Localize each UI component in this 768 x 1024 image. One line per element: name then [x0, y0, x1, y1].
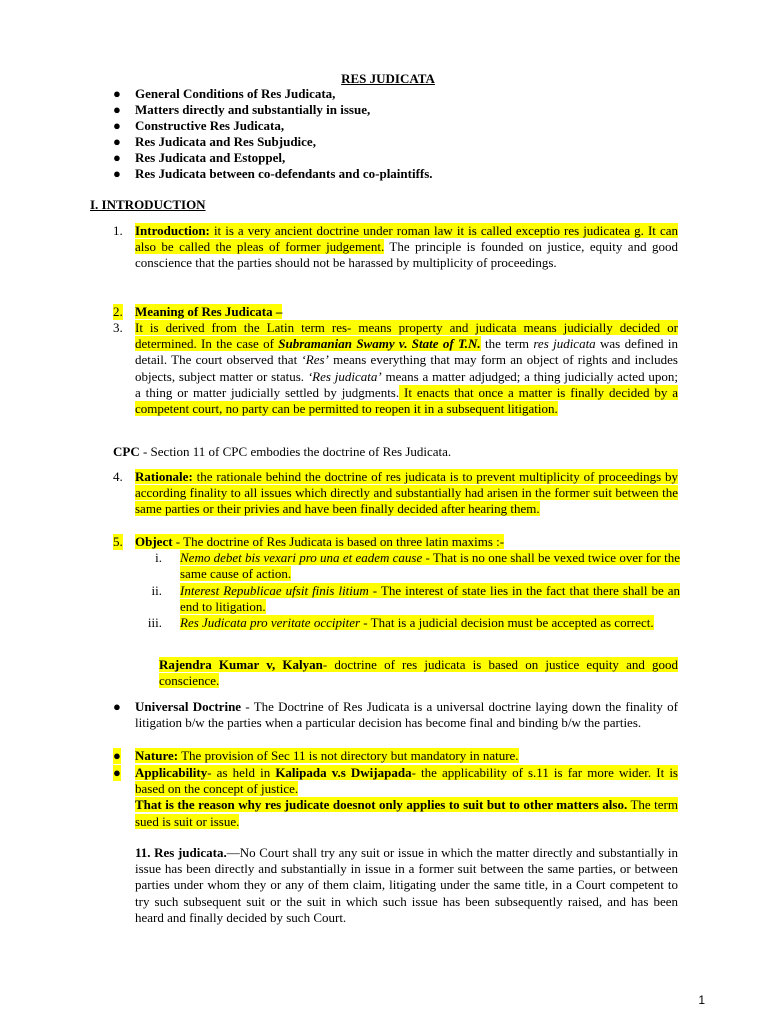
bullet-icon: ● [113, 134, 121, 149]
nature-item: ● Nature: The provision of Sec 11 is not directory but mandatory in nature. [113, 748, 519, 763]
maxim-item: ii. Interest Republicae ufsit finis litium - The interest of state lies in the fact that there shall be an end to litigation. [151, 583, 680, 615]
list-item: ● Res Judicata between co-defendants and co-plaintiffs. [113, 166, 433, 181]
rationale-paragraph: 4. Rationale: the rationale behind the doctrine of res judicata is to prevent multiplicity of proceedings by according finality to all issues which directly and substantially had arisen in the former suit between the same parties or their privies and have been finally decided after hearing them. [113, 469, 678, 517]
derived-paragraph: 3. It is derived from the Latin term res- means property and judicata means judicially decided or determined. In the case of Subramanian Swamy v. State of T.N. the term res judicata was defined in detail. The court observed that ‘Res’ means everything that may form an object of rights and includes objects, subject matter or status. ‘Res judicata’ means a matter adjudged; a thing judicially acted upon; a thing or matter judicially settled by judgments. It enacts that once a matter is finally decided by a competent court, no party can be permitted to reopen it in a subsequent litigation. [113, 320, 678, 417]
bullet-icon: ● [113, 118, 121, 133]
list-item: ● Res Judicata and Estoppel, [113, 150, 286, 165]
bullet-icon: ● [113, 150, 121, 165]
cpc-paragraph: CPC - Section 11 of CPC embodies the doctrine of Res Judicata. [113, 444, 452, 459]
object-paragraph: 5. Object - The doctrine of Res Judicata is based on three latin maxims :- [113, 534, 505, 549]
meaning-heading: 2. Meaning of Res Judicata – [113, 304, 283, 319]
intro-paragraph: 1. Introduction: it is a very ancient doctrine under roman law it is called exceptio res judicatea g. It can also be called the pleas of former judgement. The principle is founded on justice, equity and good conscience that the parties should not be harassed by multiplicity of proceedings. [113, 223, 678, 271]
bullet-icon: ● [113, 86, 121, 101]
bullet-icon: ● [113, 166, 121, 181]
maxim-item: i. Nemo debet bis vexari pro una et eadem cause - That is no one shall be vexed twice over for the same cause of action. [155, 550, 680, 582]
rajendra-paragraph: Rajendra Kumar v, Kalyan- doctrine of res judicata is based on justice equity and good conscience. [159, 657, 678, 689]
list-item: ● General Conditions of Res Judicata, [113, 86, 336, 101]
section-11-paragraph: 11. Res judicata.—No Court shall try any suit or issue in which the matter directly and substantially in issue has been directly and substantially in issue in a former suit between the same parties, or between parties under whom they or any of them claim, litigating under the same title, in a Court competent to try such subsequent suit or the suit in which such issue has been subsequently raised, and has been heard and finally decided by such Court. [135, 845, 678, 925]
list-item: ● Matters directly and substantially in issue, [113, 102, 371, 117]
universal-doctrine-item: ● Universal Doctrine - The Doctrine of Res Judicata is a universal doctrine laying down the finality of litigation b/w the parties when a particular decision has become final and binding b/w the parties. [113, 699, 678, 731]
section-heading: I. INTRODUCTION [90, 197, 206, 212]
applicability-item: ● Applicability- as held in Kalipada v.s Dwijapada- the applicability of s.11 is far more wider. It is based on the concept of justice. That is the reason why res judicate doesnot only applies to suit but to other matters also. The term sued is suit or issue. [113, 765, 678, 829]
document-title: RES JUDICATA [341, 71, 435, 86]
bullet-icon: ● [113, 765, 121, 780]
bullet-icon: ● [113, 748, 121, 763]
bullet-icon: ● [113, 102, 121, 117]
bullet-icon: ● [113, 699, 121, 714]
list-item: ● Res Judicata and Res Subjudice, [113, 134, 316, 149]
page-number: 1 [698, 993, 705, 1007]
list-item: ● Constructive Res Judicata, [113, 118, 285, 133]
topic-list [113, 86, 433, 182]
maxim-item: iii. Res Judicata pro veritate occipiter - That is a judicial decision must be accepted as correct. [147, 615, 654, 630]
